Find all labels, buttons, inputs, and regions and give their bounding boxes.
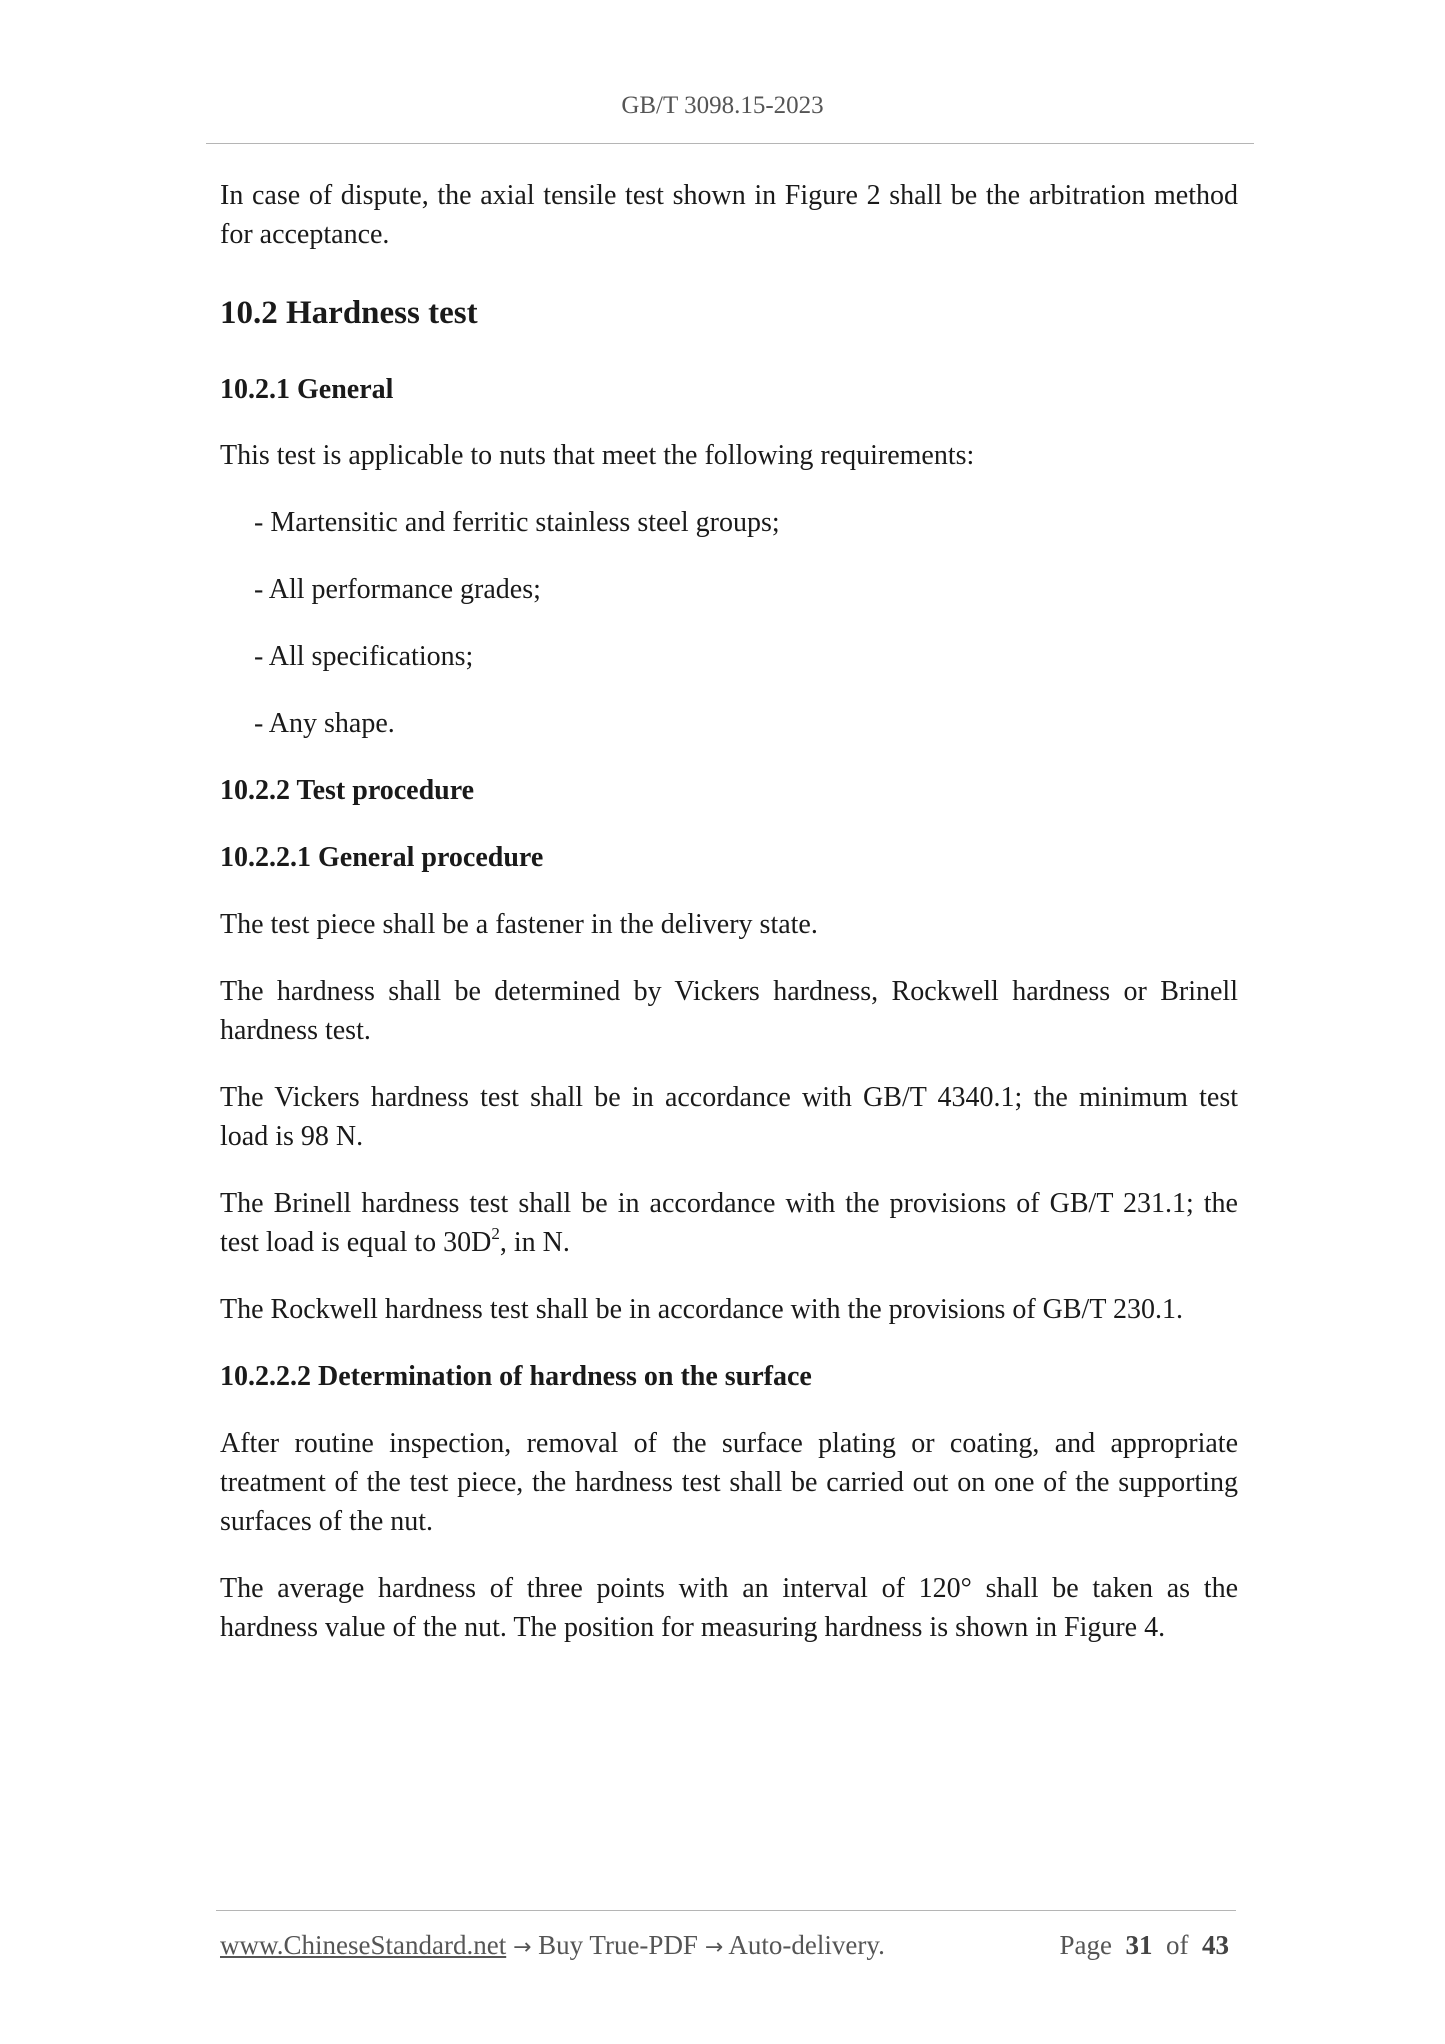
bullet-item: - All specifications; bbox=[254, 641, 474, 672]
paragraph-vickers: The Vickers hardness test shall be in accordance with GB/T 4340.1; the minimum test load is 98 N. bbox=[220, 1082, 1238, 1152]
auto-delivery-text: Auto-delivery. bbox=[728, 1930, 885, 1960]
section-heading-10-2-2: 10.2.2 Test procedure bbox=[220, 775, 475, 806]
page-content bbox=[220, 176, 1238, 1647]
arrow-right-icon: → bbox=[512, 1935, 532, 1960]
page-number bbox=[1060, 1930, 1229, 1961]
page-of-label: of bbox=[1166, 1930, 1189, 1960]
footer-promo bbox=[220, 1930, 885, 1961]
header-divider bbox=[206, 143, 1254, 144]
website-link[interactable]: www.ChineseStandard.net bbox=[220, 1930, 507, 1960]
paragraph-test-piece: The test piece shall be a fastener in the delivery state. bbox=[220, 909, 818, 940]
footer-divider bbox=[216, 1910, 1236, 1911]
page-current: 31 bbox=[1125, 1930, 1153, 1960]
page-total: 43 bbox=[1202, 1930, 1229, 1960]
section-heading-10-2-2-2: 10.2.2.2 Determination of hardness on the surface bbox=[220, 1361, 812, 1392]
bullet-item: - All performance grades; bbox=[254, 574, 541, 605]
bullet-item: - Any shape. bbox=[254, 708, 395, 739]
brinell-text: The Brinell hardness test shall be in accordance with the provisions of GB/T 231.1; the test load is equal to 30D bbox=[220, 1188, 1238, 1258]
paragraph-hardness-methods: The hardness shall be determined by Vickers hardness, Rockwell hardness or Brinell hardness test. bbox=[220, 976, 1238, 1046]
document-header-title: GB/T 3098.15-2023 bbox=[621, 92, 824, 119]
section-heading-10-2: 10.2 Hardness test bbox=[220, 295, 478, 331]
paragraph-surface: After routine inspection, removal of the surface plating or coating, and appropriate treatment of the test piece, the hardness test shall be carried out on one of the supporting surfaces of the nut. bbox=[220, 1428, 1238, 1537]
paragraph-applicable: This test is applicable to nuts that meet the following requirements: bbox=[220, 440, 975, 471]
buy-true-pdf-text: Buy True-PDF bbox=[538, 1930, 698, 1960]
paragraph-dispute: In case of dispute, the axial tensile test shown in Figure 2 shall be the arbitration method for acceptance. bbox=[220, 180, 1238, 250]
arrow-right-icon: → bbox=[704, 1935, 724, 1960]
bullet-item: - Martensitic and ferritic stainless steel groups; bbox=[254, 507, 780, 538]
brinell-text-end: , in N. bbox=[499, 1227, 570, 1258]
page-label: Page bbox=[1059, 1930, 1112, 1960]
section-heading-10-2-2-1: 10.2.2.1 General procedure bbox=[220, 842, 544, 873]
superscript-exponent: 2 bbox=[491, 1224, 500, 1243]
paragraph-rockwell: The Rockwell hardness test shall be in accordance with the provisions of GB/T 230.1. bbox=[220, 1294, 1183, 1325]
section-heading-10-2-1: 10.2.1 General bbox=[220, 374, 394, 405]
paragraph-average: The average hardness of three points with an interval of 120° shall be taken as the hardness value of the nut. The position for measuring hardness is shown in Figure 4. bbox=[220, 1573, 1238, 1643]
paragraph-brinell bbox=[220, 1184, 1238, 1262]
